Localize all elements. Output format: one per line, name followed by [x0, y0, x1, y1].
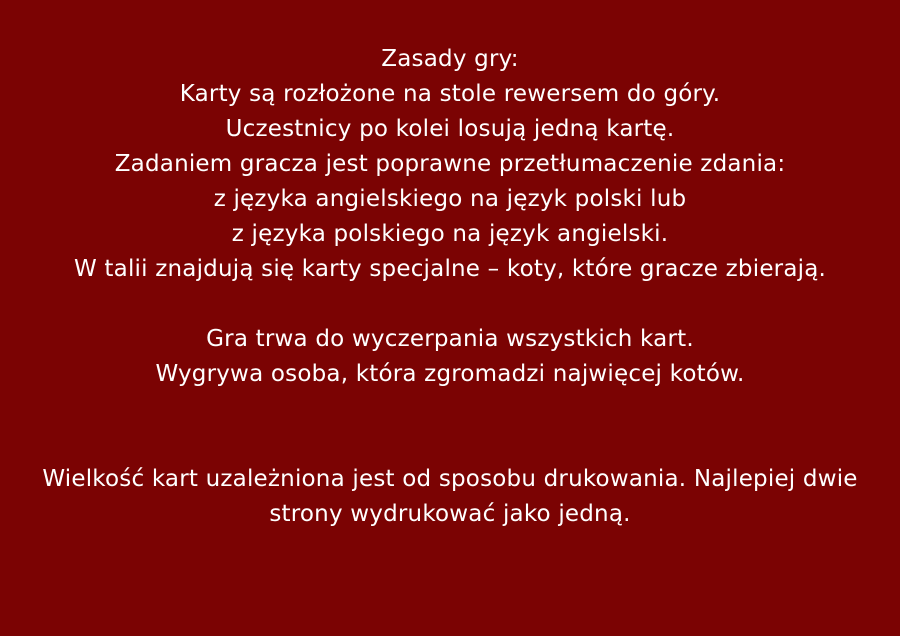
rules-line: Zadaniem gracza jest poprawne przetłumaczenie zdania:: [114, 151, 786, 177]
rules-line: Karty są rozłożone na stole rewersem do góry.: [179, 81, 721, 107]
game-end-line: Gra trwa do wyczerpania wszystkich kart.: [206, 326, 694, 352]
page-title: Zasady gry:: [381, 46, 519, 72]
game-end-line: Wygrywa osoba, która zgromadzi najwięcej kotów.: [155, 361, 745, 387]
rules-section: [0, 42, 900, 287]
rules-line: Uczestnicy po kolei losują jedną kartę.: [225, 116, 675, 142]
rules-line: z języka angielskiego na język polski lub: [213, 186, 687, 212]
rules-line: z języka polskiego na język angielski.: [231, 221, 669, 247]
rules-line: W talii znajdują się karty specjalne – koty, które gracze zbierają.: [73, 256, 827, 282]
printing-note-section: [0, 462, 900, 532]
printing-note-line: strony wydrukować jako jedną.: [269, 501, 631, 527]
game-end-section: [0, 322, 900, 392]
printing-note-line: Wielkość kart uzależniona jest od sposobu drukowania. Najlepiej dwie: [42, 466, 858, 492]
